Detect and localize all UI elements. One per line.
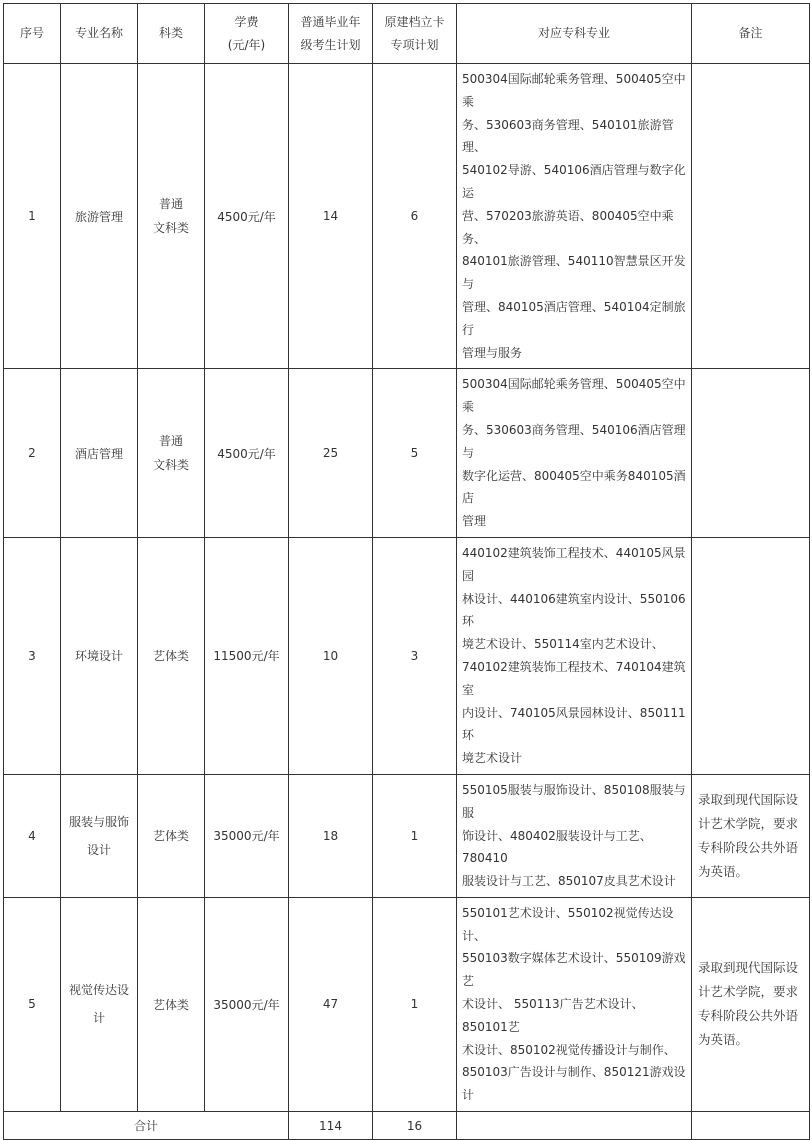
header-fee-line2: (元/年) xyxy=(227,37,266,52)
row-category xyxy=(138,64,205,369)
table-row xyxy=(4,64,810,369)
counterpart-line: 840101旅游管理、540110智慧景区开发与 xyxy=(462,254,686,292)
row-counterpart xyxy=(457,537,692,774)
counterpart-line: 务、530603商务管理、540106酒店管理与 xyxy=(462,422,686,460)
header-special-line2: 专项计划 xyxy=(390,37,439,52)
row-major xyxy=(61,897,138,1111)
header-seq: 序号 xyxy=(4,4,61,64)
row-special: 1 xyxy=(373,774,457,897)
row-special: 5 xyxy=(373,369,457,538)
row-remark xyxy=(692,537,810,774)
row-category-line1: 艺体类 xyxy=(152,997,189,1012)
row-category-line1: 艺体类 xyxy=(152,649,189,664)
enrollment-plan-table xyxy=(3,3,810,1140)
row-major-line1: 环境设计 xyxy=(74,649,123,664)
row-fee: 4500元/年 xyxy=(205,369,289,538)
row-category xyxy=(138,897,205,1111)
row-fee: 4500元/年 xyxy=(205,64,289,369)
row-plan: 10 xyxy=(289,537,373,774)
counterpart-line: 管理、840105酒店管理、540104定制旅行 xyxy=(462,299,686,337)
counterpart-line: 550101艺术设计、550102视觉传达设计、 xyxy=(462,905,674,943)
row-special: 1 xyxy=(373,897,457,1111)
counterpart-line: 管理与服务 xyxy=(462,345,523,360)
row-major-line1: 酒店管理 xyxy=(74,446,123,461)
counterpart-line: 内设计、740105风景园林设计、850111环 xyxy=(462,705,686,743)
row-major xyxy=(61,774,138,897)
remark-line: 计艺术学院，要求 xyxy=(698,984,799,1000)
header-counterpart: 对应专科专业 xyxy=(457,4,692,64)
row-seq: 1 xyxy=(4,64,61,369)
row-major-line1: 服装与服饰 xyxy=(68,814,129,829)
row-remark xyxy=(692,64,810,369)
table-row xyxy=(4,774,810,897)
row-fee: 35000元/年 xyxy=(205,897,289,1111)
counterpart-line: 术设计、 550113广告艺术设计、850101艺 xyxy=(462,997,644,1034)
header-category: 科类 xyxy=(138,4,205,64)
total-remark-empty xyxy=(692,1112,810,1140)
remark-line: 为英语。 xyxy=(698,1032,749,1048)
row-remark xyxy=(692,897,810,1111)
counterpart-line: 540102导游、540106酒店管理与数字化运 xyxy=(462,163,686,200)
counterpart-line: 440102建筑装饰工程技术、440105风景园 xyxy=(462,545,686,583)
header-remark: 备注 xyxy=(692,4,810,64)
counterpart-line: 500304国际邮轮乘务管理、500405空中乘 xyxy=(462,377,686,415)
counterpart-line: 境艺术设计 xyxy=(462,751,523,766)
counterpart-line: 850103广告设计与制作、850121游戏设计 xyxy=(462,1065,686,1103)
row-special: 6 xyxy=(373,64,457,369)
row-category-line2: 文科类 xyxy=(152,458,189,473)
remark-line: 专科阶段公共外语 xyxy=(698,1008,799,1024)
row-fee: 11500元/年 xyxy=(205,537,289,774)
counterpart-line: 数字化运营、800405空中乘务840105酒店 xyxy=(462,468,686,506)
table-row xyxy=(4,369,810,538)
row-major-line1: 旅游管理 xyxy=(74,209,123,224)
row-major-line1: 视觉传达设 xyxy=(68,983,129,998)
header-fee xyxy=(205,4,289,64)
counterpart-line: 营、570203旅游英语、800405空中乘务、 xyxy=(462,208,674,246)
header-major: 专业名称 xyxy=(61,4,138,64)
counterpart-line: 林设计、440106建筑室内设计、550106环 xyxy=(462,591,686,629)
counterpart-line: 境艺术设计、550114室内艺术设计、 xyxy=(462,637,664,652)
row-plan: 14 xyxy=(289,64,373,369)
total-counterpart-empty xyxy=(457,1112,692,1140)
total-label: 合计 xyxy=(4,1112,289,1140)
row-category xyxy=(138,537,205,774)
row-plan: 47 xyxy=(289,897,373,1111)
row-seq: 3 xyxy=(4,537,61,774)
counterpart-line: 740102建筑装饰工程技术、740104建筑室 xyxy=(462,659,686,697)
total-plan: 114 xyxy=(289,1112,373,1140)
row-plan: 18 xyxy=(289,774,373,897)
header-plan xyxy=(289,4,373,64)
row-counterpart xyxy=(457,64,692,369)
remark-line: 为英语。 xyxy=(698,863,749,879)
row-seq: 4 xyxy=(4,774,61,897)
counterpart-line: 550105服装与服饰设计、850108服装与服 xyxy=(462,782,686,820)
row-category xyxy=(138,369,205,538)
total-special: 16 xyxy=(373,1112,457,1140)
row-special: 3 xyxy=(373,537,457,774)
row-major-line2: 计 xyxy=(92,1011,105,1026)
remark-line: 录取到现代国际设 xyxy=(698,791,799,807)
counterpart-line: 550103数字媒体艺术设计、550109游戏艺 xyxy=(462,951,686,989)
row-seq: 2 xyxy=(4,369,61,538)
header-special-line1: 原建档立卡 xyxy=(384,14,445,29)
counterpart-line: 务、530603商务管理、540101旅游管理、 xyxy=(462,117,674,155)
counterpart-line: 服装设计与工艺、850107皮具艺术设计 xyxy=(462,874,676,889)
table-row xyxy=(4,537,810,774)
row-fee: 35000元/年 xyxy=(205,774,289,897)
row-remark xyxy=(692,369,810,538)
row-remark xyxy=(692,774,810,897)
header-fee-line1: 学费 xyxy=(234,14,259,29)
row-major xyxy=(61,369,138,538)
row-category xyxy=(138,774,205,897)
counterpart-line: 饰设计、480402服装设计与工艺、780410 xyxy=(462,828,652,866)
row-counterpart xyxy=(457,897,692,1111)
row-category-line1: 普通 xyxy=(158,197,183,212)
remark-line: 计艺术学院，要求 xyxy=(698,815,799,831)
header-row xyxy=(4,4,810,64)
row-category-line2: 文科类 xyxy=(152,221,189,236)
row-major xyxy=(61,64,138,369)
counterpart-line: 管理 xyxy=(462,514,487,529)
row-plan: 25 xyxy=(289,369,373,538)
table-row xyxy=(4,897,810,1111)
row-counterpart xyxy=(457,369,692,538)
row-category-line1: 普通 xyxy=(158,434,183,449)
header-special xyxy=(373,4,457,64)
row-counterpart xyxy=(457,774,692,897)
row-major xyxy=(61,537,138,774)
row-category-line1: 艺体类 xyxy=(152,829,189,844)
counterpart-line: 500304国际邮轮乘务管理、500405空中乘 xyxy=(462,72,686,109)
total-row xyxy=(4,1112,810,1140)
header-plan-line2: 级考生计划 xyxy=(300,37,361,52)
remark-line: 录取到现代国际设 xyxy=(698,960,799,976)
remark-line: 专科阶段公共外语 xyxy=(698,839,799,855)
counterpart-line: 术设计、850102视觉传播设计与制作、 xyxy=(462,1042,676,1057)
table-body xyxy=(4,64,810,1140)
row-major-line2: 设计 xyxy=(86,842,111,857)
row-seq: 5 xyxy=(4,897,61,1111)
header-plan-line1: 普通毕业年 xyxy=(300,14,361,29)
